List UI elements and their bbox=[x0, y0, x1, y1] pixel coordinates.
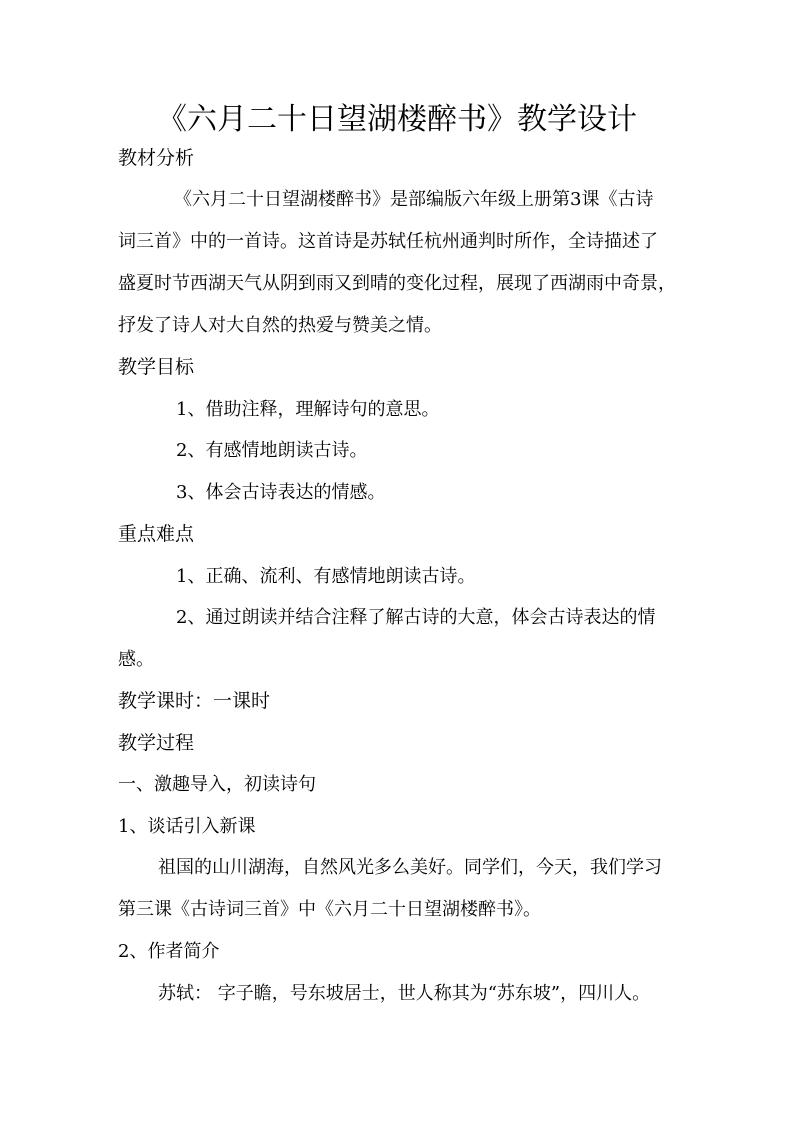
paragraph-line: 《六月二十日望湖楼醉书》是部编版六年级上册第3课《古诗 bbox=[174, 189, 654, 210]
paragraph-line: 祖国的山川湖海，自然风光多么美好。同学们，今天，我们学习 bbox=[158, 857, 662, 878]
paragraph-line: 第三课《古诗词三首》中《六月二十日望湖楼醉书》。 bbox=[118, 899, 541, 920]
list-item: 3、体会古诗表达的情感。 bbox=[176, 482, 386, 503]
process-substep: 2、作者简介 bbox=[118, 941, 220, 962]
paragraph-line: 盛夏时节西湖天气从阴到雨又到晴的变化过程，展现了西湖雨中奇景， bbox=[118, 273, 676, 294]
process-step: 一、激趣导入，初读诗句 bbox=[118, 774, 316, 795]
list-item: 1、借助注释，理解诗句的意思。 bbox=[176, 399, 440, 420]
section-heading-key-points: 重点难点 bbox=[118, 523, 195, 545]
section-heading-objectives: 教学目标 bbox=[118, 356, 195, 378]
section-heading-process: 教学过程 bbox=[118, 732, 195, 754]
process-substep: 1、谈话引入新课 bbox=[118, 816, 256, 837]
paragraph-line: 苏轼： 字子瞻，号东坡居士，世人称其为“苏东坡”，四川人。 bbox=[158, 983, 651, 1004]
section-heading-analysis: 教材分析 bbox=[118, 147, 195, 169]
paragraph-line: 感。 bbox=[118, 649, 154, 670]
teaching-period: 教学课时：一课时 bbox=[118, 690, 271, 712]
paragraph-line: 抒发了诗人对大自然的热爱与赞美之情。 bbox=[118, 315, 442, 336]
list-item: 1、正确、流利、有感情地朗读古诗。 bbox=[176, 566, 476, 587]
paragraph-line: 词三首》中的一首诗。这首诗是苏轼任杭州通判时所作，全诗描述了 bbox=[118, 231, 658, 252]
list-item: 2、有感情地朗读古诗。 bbox=[176, 440, 368, 461]
document-title: 《六月二十日望湖楼醉书》教学设计 bbox=[157, 102, 637, 137]
list-item: 2、通过朗读并结合注释了解古诗的大意，体会古诗表达的情 bbox=[176, 607, 656, 628]
